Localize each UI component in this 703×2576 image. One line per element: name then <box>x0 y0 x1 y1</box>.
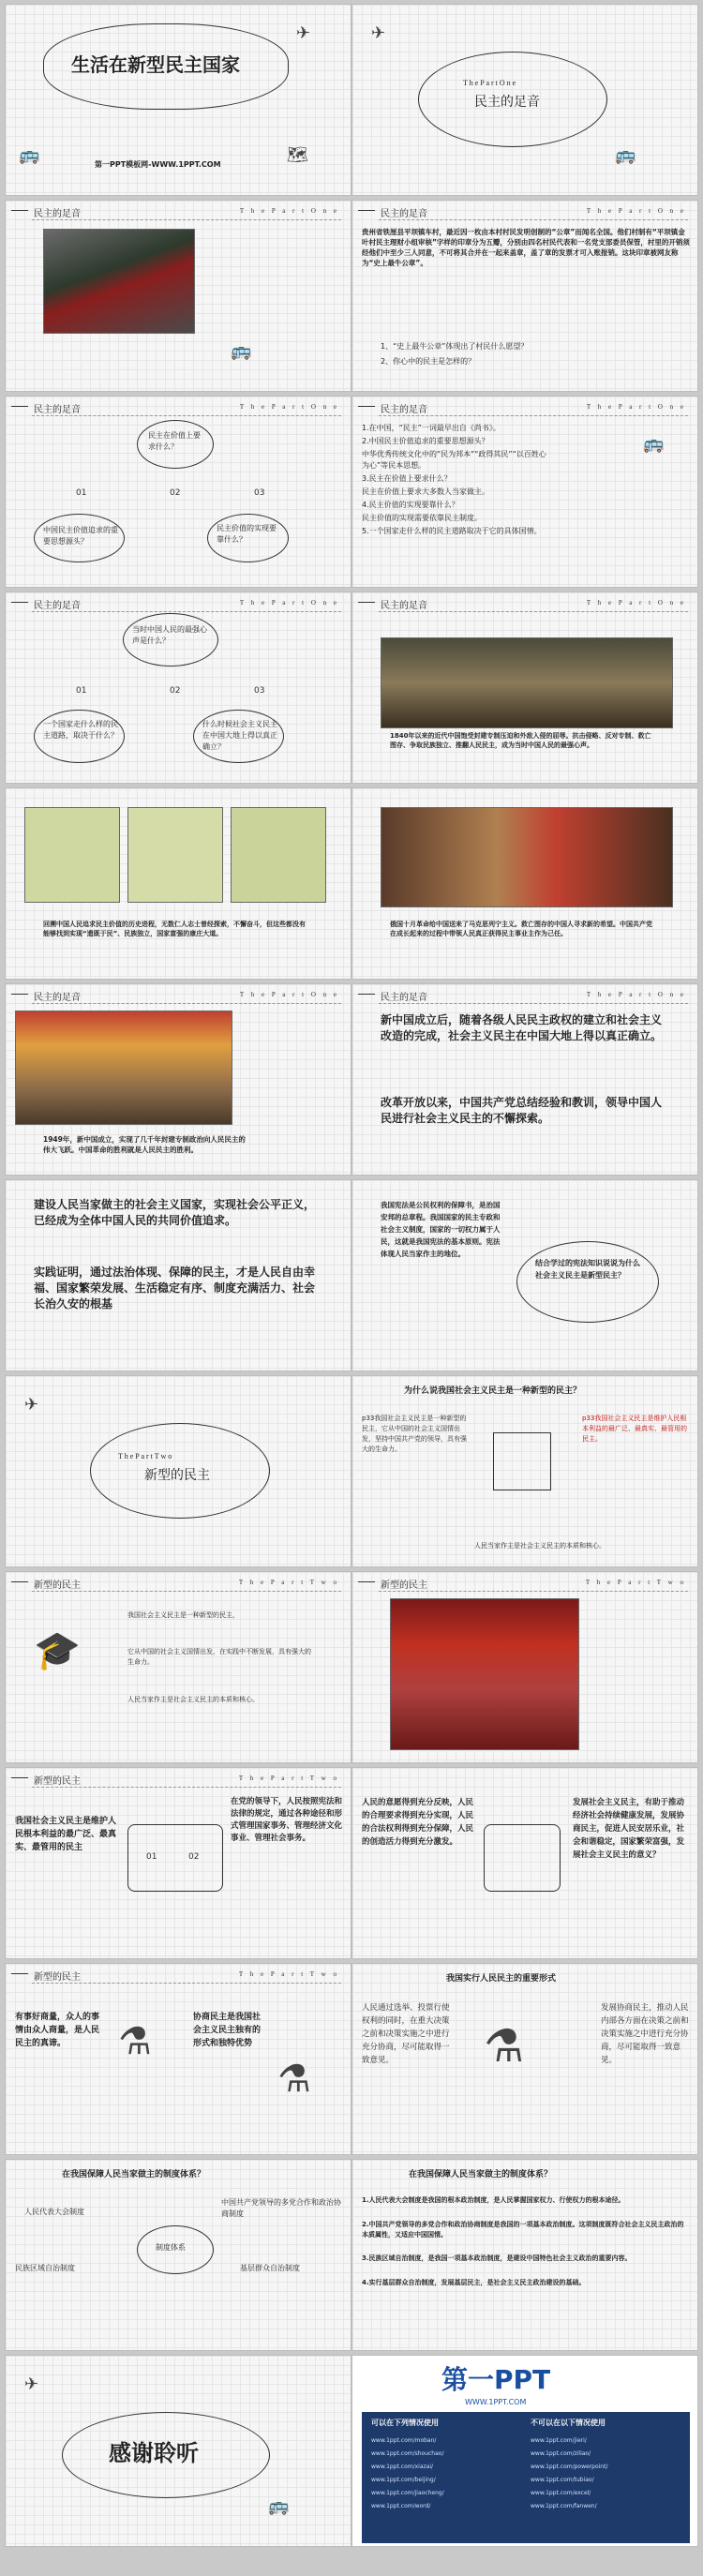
brand-logo: 第一PPT <box>441 2364 551 2395</box>
step-number: 02 <box>188 1852 200 1862</box>
flask-icon: ⚗ <box>118 2020 152 2063</box>
step-number: 03 <box>254 488 265 498</box>
question-2: 一个国家走什么样的民主道路，取决于什么？ <box>43 720 118 740</box>
point-1: 建设人民当家做主的社会主义国家，实现社会公平正义，已经成为全体中国人民的共同价值追求。 <box>34 1198 316 1227</box>
flask-icon: ⚗ <box>484 2020 525 2073</box>
node-1: 人民代表大会制度 <box>24 2208 84 2216</box>
allowed-heading: 可以在下列情况使用 <box>371 2419 439 2427</box>
document-photo-1 <box>24 807 120 903</box>
slide-header: 新型的民主 T h e P a r t T w o <box>352 1576 697 1593</box>
congress-photo <box>390 1598 579 1750</box>
answer-2: 2.中国共产党领导的多党合作和政治协商制度是我国的一项基本政治制度。这项制度既符合社会主义民主政治的本质属性，又适应中国国情。 <box>362 2221 684 2239</box>
link-item[interactable]: www.1ppt.com/beijing/ <box>371 2477 436 2483</box>
question-3: 民主价值的实现要靠什么？ <box>217 524 277 544</box>
slide-20 <box>352 1767 698 1959</box>
photo-caption: 1840年以来的近代中国饱受封建专制压迫和外敌入侵的屈辱。抗击侵略、反对专制、救亡图存、争取民族独立、推翻人民民主，成为当时中国人民的最强心声。 <box>390 732 651 749</box>
slide-12 <box>352 983 698 1176</box>
point-1: 我国社会主义民主是一种新型的民主， <box>127 1611 239 1619</box>
node-4: 基层群众自治制度 <box>240 2264 300 2272</box>
photo-caption: 俄国十月革命给中国送来了马克思列宁主义。救亡图存的中国人寻求新的希望。中国共产党在成长起来的过程中带领人民真正获得民主事业主作为己任。 <box>390 921 652 937</box>
point-left: 我国社会主义民主是维护人民根本利益的最广泛、最真实、最管用的民主 <box>15 1817 117 1852</box>
slide-subtitle: 第一PPT模板网-WWW.1PPT.COM <box>95 160 221 169</box>
slide-19 <box>5 1767 352 1959</box>
answer-8: 5.一个国家走什么样的民主道路取决于它的具体国情。 <box>362 527 542 535</box>
link-item[interactable]: www.1ppt.com/ziliao/ <box>531 2450 591 2457</box>
question-1: 当时中国人民的最强心声是什么？ <box>132 625 207 645</box>
point-left: 人民的意愿得到充分反映，人民的合理要求得到充分实现，人民的合法权利得到充分保障，人民的创造活力得到充分激发。 <box>362 1798 474 1847</box>
cube-diagram <box>493 1432 551 1490</box>
point-3: 人民当家作主是社会主义民主的本质和核心。 <box>127 1696 259 1703</box>
suitcase-icon <box>127 1824 223 1892</box>
point-right: 发展社会主义民主，有助于推动经济社会持续健康发展，发展协商民主，促进人民安居乐业，社会和谐稳定，国家繁荣富强，发展社会主义民主的意义？ <box>573 1798 685 1860</box>
point-left: 人民通过选举、投票行使权利的同时，在重大决策之前和决策实施之中进行充分协商，尽可能取得一致意见。 <box>362 2003 450 2065</box>
link-item[interactable]: www.1ppt.com/tubiao/ <box>531 2477 594 2483</box>
point-2: 改革开放以来，中国共产党总结经验和教训，领导中国人民进行社会主义民主的不懈探索。 <box>381 1096 663 1125</box>
slide-question: 在我国保障人民当家做主的制度体系？ <box>62 2170 206 2179</box>
slide-25 <box>5 2355 352 2547</box>
slide-23 <box>5 2159 352 2351</box>
slide-question: 为什么说我国社会主义民主是一种新型的民主？ <box>404 1386 582 1396</box>
slide-header: 民主的足音 T h e P a r t O n e <box>352 596 697 613</box>
answer-right: p33我国社会主义民主是维护人民根本利益的最广泛、最真实、最管用的民主。 <box>582 1415 687 1443</box>
slide-header: 民主的足音 T h e P a r t O n e <box>6 596 351 613</box>
link-item[interactable]: www.1ppt.com/word/ <box>371 2503 431 2509</box>
point-left: 有事好商量，众人的事情由众人商量，是人民民主的真谛。 <box>15 2013 100 2048</box>
answer-7: 民主价值的实现需要依靠民主制度。 <box>362 514 482 522</box>
slide-3 <box>5 200 352 392</box>
map-icon: 🗺 <box>287 145 308 165</box>
answer-6: 4.民主价值的实现要靠什么？ <box>362 501 459 509</box>
slide-13 <box>5 1179 352 1371</box>
slide-5 <box>5 396 352 588</box>
bus-icon: 🚌 <box>19 145 40 165</box>
revolution-photo <box>381 807 673 907</box>
bus-icon: 🚌 <box>615 145 636 165</box>
slide-question: 在我国保障人民当家做主的制度体系？ <box>409 2170 553 2179</box>
plane-icon: ✈ <box>371 23 386 43</box>
link-item[interactable]: www.1ppt.com/moban/ <box>371 2437 437 2444</box>
plane-icon: ✈ <box>24 1395 39 1415</box>
history-photo <box>381 637 673 728</box>
link-item[interactable]: www.1ppt.com/jiaocheng/ <box>371 2490 444 2496</box>
point-center: 在党的领导下，人民按照宪法和法律的规定，通过各种途径和形式管理国家事务、管理经济文化事业、管理社会事务。 <box>231 1797 343 1843</box>
part-title: 新型的民主 <box>144 1468 210 1483</box>
footer-note: 人民当家作主是社会主义民主的本质和核心。 <box>474 1542 606 1550</box>
discussion-question: 结合学过的宪法知识说说为什么社会主义民主是新型民主？ <box>535 1259 640 1280</box>
slide-1 <box>5 4 352 196</box>
slide-header: 新型的民主 T h e P a r t T w o <box>6 1772 351 1789</box>
flask-icon: ⚗ <box>277 2058 311 2101</box>
point-2: 实践证明，通过法治体现、保障的民主，才是人民自由幸福、国家繁荣发展、生活稳定有序、制度充满活力、社会长治久安的根基 <box>34 1266 316 1310</box>
center-label: 制度体系 <box>156 2243 186 2252</box>
bus-icon: 🚌 <box>643 434 665 454</box>
slide-22 <box>352 1963 698 2155</box>
slide-header: 民主的足音 T h e P a r t O n e <box>6 204 351 221</box>
answer-3: 3.民族区域自治制度，是我国一项基本政治制度，是建设中国特色社会主义政治的重要内容。 <box>362 2254 632 2262</box>
story-text: 贵州省铁厘县平坝镇车村，最近因一枚由本村村民发明创制的“公章”而闻名全国。他们村制有“平坝镇金叶村民主理财小组审核”字样的印章分为五瓣，分别由四名村民代表和一名党支部委员保管，村里的开销须经他们中至少三人同意，不可将其合并在一起来盖章，盖了章的发票才可入账报销。这块印章被网友称为“史上最牛公章”。 <box>362 228 690 267</box>
question-1: 1、“史上最牛公章”体现出了村民什么愿望？ <box>381 342 529 351</box>
step-number: 02 <box>170 488 181 498</box>
answer-1: 1.在中国，“民主”一词最早出自《尚书》。 <box>362 424 501 432</box>
slide-title: 生活在新型民主国家 <box>71 53 240 76</box>
slide-2 <box>352 4 698 196</box>
bus-icon: 🚌 <box>231 341 252 361</box>
answer-left: p33我国社会主义民主是一种新型的民主，它从中国的社会主义国情出发，坚持中国共产党的领导，具有强大的生命力。 <box>362 1415 467 1453</box>
link-item[interactable]: www.1ppt.com/jieri/ <box>531 2437 587 2444</box>
link-item[interactable]: www.1ppt.com/xiazai/ <box>371 2464 434 2470</box>
brand-url: WWW.1PPT.COM <box>465 2398 527 2406</box>
answer-4: 4.实行基层群众自治制度，发展基层民主，是社会主义民主政治建设的基础。 <box>362 2279 586 2286</box>
question-2: 中国民主价值追求的重要思想源头？ <box>43 526 118 546</box>
slide-header: 民主的足音 T h e P a r t O n e <box>352 400 697 417</box>
part-label: T h e P a r t O n e <box>463 79 516 87</box>
link-item[interactable]: www.1ppt.com/excel/ <box>531 2490 591 2496</box>
slide-21 <box>5 1963 352 2155</box>
question-3: 什么时候社会主义民主在中国大地上得以真正确立？ <box>202 720 277 751</box>
document-photo-2 <box>127 807 223 903</box>
node-3: 民族区域自治制度 <box>15 2264 75 2272</box>
step-number: 03 <box>254 686 265 696</box>
seal-photo <box>43 229 195 334</box>
slide-16 <box>352 1375 698 1567</box>
slide-7 <box>5 592 352 784</box>
question-1: 民主在价值上要求什么？ <box>148 431 201 451</box>
point-2: 它从中国的社会主义国情出发，在实践中不断发展，具有强大的生命力。 <box>127 1648 311 1666</box>
link-item[interactable]: www.1ppt.com/fanwen/ <box>531 2503 597 2509</box>
bus-icon: 🚌 <box>268 2496 290 2516</box>
photo-caption: 1949年，新中国成立，实现了几千年封建专制政治向人民民主的伟大飞跃。中国革命的胜利就是人民民主的胜利。 <box>43 1135 246 1154</box>
answer-3: 中华优秀传统文化中的“民为邦本”“政得其民”“以百姓心为心”等民本思想。 <box>362 450 546 470</box>
question-2: 2、你心中的民主是怎样的？ <box>381 357 476 366</box>
slide-10 <box>352 787 698 980</box>
photo-caption: 回溯中国人民追求民主价值的历史进程，无数仁人志士曾经探索，不懈奋斗，但这些都没有能够找到实现“遗既于民”、民族独立，国家富强的康庄大道。 <box>43 921 306 937</box>
slide-header: 新型的民主 T h e P a r t T w o <box>6 1576 351 1593</box>
slide-header: 民主的足音 T h e P a r t O n e <box>6 988 351 1005</box>
suitcase-icon <box>484 1824 561 1892</box>
part-title: 民主的足音 <box>474 95 540 110</box>
constitution-text: 我国宪法是公民权利的保障书，是治国安邦的总章程。我国国家的民主专政和社会主义制度，国家的一切权力属于人民，这就是我国宪法的基本原则。宪法体现人民当家作主的地位。 <box>381 1201 501 1258</box>
student-icon: 🎓 <box>34 1629 81 1672</box>
part-label: T h e P a r t T w o <box>118 1452 172 1460</box>
document-photo-3 <box>231 807 326 903</box>
step-number: 01 <box>76 488 87 498</box>
slide-header: 新型的民主 T h e P a r t T w o <box>6 1968 351 1984</box>
plane-icon: ✈ <box>24 2374 39 2394</box>
founding-photo <box>15 1011 232 1125</box>
slide-24 <box>352 2159 698 2351</box>
slide-18 <box>352 1571 698 1763</box>
link-item[interactable]: www.1ppt.com/shouchao/ <box>371 2450 444 2457</box>
step-number: 01 <box>76 686 87 696</box>
thanks-title: 感谢聆听 <box>109 2440 199 2466</box>
slide-17 <box>5 1571 352 1763</box>
slide-11 <box>5 983 352 1176</box>
step-number: 02 <box>170 686 181 696</box>
slide-14 <box>352 1179 698 1371</box>
answer-2: 2.中国民主价值追求的重要思想源头？ <box>362 437 489 445</box>
slide-header: 民主的足音 T h e P a r t O n e <box>6 400 351 417</box>
slide-26 <box>352 2355 698 2547</box>
answer-5: 民主在价值上要求大多数人当家做主。 <box>362 487 489 496</box>
slide-6 <box>352 396 698 588</box>
slide-8 <box>352 592 698 784</box>
point-center: 协商民主是我国社会主义民主独有的形式和独特优势 <box>193 2013 262 2048</box>
step-number: 01 <box>146 1852 157 1862</box>
slide-15 <box>5 1375 352 1567</box>
slide-header: 民主的足音 T h e P a r t O n e <box>352 204 697 221</box>
node-2: 中国共产党领导的多党合作和政治协商制度 <box>221 2198 341 2218</box>
answer-4: 3.民主在价值上要求什么？ <box>362 474 452 483</box>
thought-cloud <box>516 1241 659 1323</box>
slide-4 <box>352 200 698 392</box>
slide-header: 民主的足音 T h e P a r t O n e <box>352 988 697 1005</box>
forbidden-heading: 不可以在以下情况使用 <box>531 2419 606 2427</box>
slide-9 <box>5 787 352 980</box>
answer-1: 1.人民代表大会制度是我国的根本政治制度，是人民掌握国家权力、行使权力的根本途径。 <box>362 2196 625 2204</box>
link-item[interactable]: www.1ppt.com/powerpoint/ <box>531 2464 608 2470</box>
slide-title: 我国实行人民民主的重要形式 <box>446 1974 557 1984</box>
plane-icon: ✈ <box>296 23 311 43</box>
point-right: 发展协商民主，推动人民内部各方面在决策之前和决策实施之中进行充分协商，尽可能取得一致意见。 <box>601 2003 689 2065</box>
point-1: 新中国成立后，随着各级人民民主政权的建立和社会主义改造的完成，社会主义民主在中国大地上得以真正确立。 <box>381 1013 663 1042</box>
